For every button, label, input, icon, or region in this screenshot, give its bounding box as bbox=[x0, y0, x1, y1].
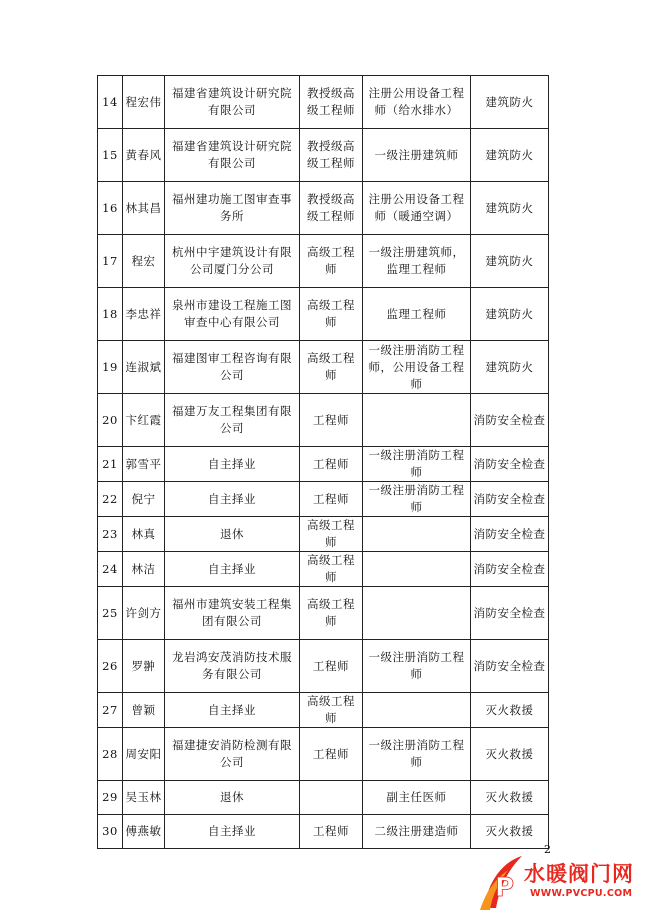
expert-name: 周安阳 bbox=[123, 728, 165, 781]
qualification: 二级注册建造师 bbox=[363, 815, 471, 849]
professional-title: 高级工程师 bbox=[300, 517, 363, 552]
organization: 自主择业 bbox=[165, 552, 300, 587]
row-number: 22 bbox=[98, 482, 123, 517]
specialty-field: 建筑防火 bbox=[471, 182, 549, 235]
organization: 退休 bbox=[165, 517, 300, 552]
professional-title: 工程师 bbox=[300, 482, 363, 517]
table-row bbox=[98, 552, 549, 587]
organization: 福州建功施工图审查事务所 bbox=[165, 182, 300, 235]
watermark-logo bbox=[478, 852, 644, 914]
organization: 福建图审工程咨询有限公司 bbox=[165, 341, 300, 394]
qualification bbox=[363, 394, 471, 447]
expert-name: 连淑斌 bbox=[123, 341, 165, 394]
qualification bbox=[363, 587, 471, 640]
organization: 福建省建筑设计研究院有限公司 bbox=[165, 129, 300, 182]
expert-name: 李忠祥 bbox=[123, 288, 165, 341]
expert-name: 林真 bbox=[123, 517, 165, 552]
organization: 福州市建筑安装工程集团有限公司 bbox=[165, 587, 300, 640]
row-number: 26 bbox=[98, 640, 123, 693]
row-number: 21 bbox=[98, 447, 123, 482]
professional-title: 高级工程师 bbox=[300, 235, 363, 288]
professional-title: 高级工程师 bbox=[300, 693, 363, 728]
row-number: 16 bbox=[98, 182, 123, 235]
expert-name: 程宏 bbox=[123, 235, 165, 288]
expert-name: 程宏伟 bbox=[123, 76, 165, 129]
specialty-field: 消防安全检查 bbox=[471, 394, 549, 447]
row-number: 27 bbox=[98, 693, 123, 728]
qualification bbox=[363, 552, 471, 587]
qualification: 副主任医师 bbox=[363, 781, 471, 815]
qualification: 一级注册消防工程师 bbox=[363, 640, 471, 693]
row-number: 28 bbox=[98, 728, 123, 781]
professional-title: 高级工程师 bbox=[300, 341, 363, 394]
organization: 泉州市建设工程施工图审查中心有限公司 bbox=[165, 288, 300, 341]
professional-title: 工程师 bbox=[300, 815, 363, 849]
table-row bbox=[98, 728, 549, 781]
expert-name: 林洁 bbox=[123, 552, 165, 587]
specialty-field: 建筑防火 bbox=[471, 129, 549, 182]
qualification: 一级注册消防工程师 bbox=[363, 447, 471, 482]
professional-title: 教授级高级工程师 bbox=[300, 182, 363, 235]
qualification: 一级注册消防工程师，公用设备工程师 bbox=[363, 341, 471, 394]
table-row bbox=[98, 288, 549, 341]
expert-name: 林其昌 bbox=[123, 182, 165, 235]
table-row bbox=[98, 182, 549, 235]
professional-title: 工程师 bbox=[300, 394, 363, 447]
table-row bbox=[98, 815, 549, 849]
row-number: 14 bbox=[98, 76, 123, 129]
professional-title: 教授级高级工程师 bbox=[300, 129, 363, 182]
qualification: 一级注册消防工程师 bbox=[363, 728, 471, 781]
professional-title: 工程师 bbox=[300, 447, 363, 482]
qualification bbox=[363, 517, 471, 552]
table-row bbox=[98, 482, 549, 517]
row-number: 18 bbox=[98, 288, 123, 341]
specialty-field: 灭火救援 bbox=[471, 815, 549, 849]
qualification bbox=[363, 693, 471, 728]
organization: 自主择业 bbox=[165, 447, 300, 482]
table-row bbox=[98, 76, 549, 129]
row-number: 20 bbox=[98, 394, 123, 447]
professional-title: 高级工程师 bbox=[300, 288, 363, 341]
specialty-field: 消防安全检查 bbox=[471, 447, 549, 482]
specialty-field: 建筑防火 bbox=[471, 235, 549, 288]
professional-title: 工程师 bbox=[300, 728, 363, 781]
organization: 福建捷安消防检测有限公司 bbox=[165, 728, 300, 781]
professional-title: 工程师 bbox=[300, 640, 363, 693]
table-row bbox=[98, 781, 549, 815]
specialty-field: 灭火救援 bbox=[471, 728, 549, 781]
specialty-field: 建筑防火 bbox=[471, 76, 549, 129]
row-number: 29 bbox=[98, 781, 123, 815]
expert-name: 卞红霞 bbox=[123, 394, 165, 447]
organization: 龙岩鸿安茂消防技术服务有限公司 bbox=[165, 640, 300, 693]
organization: 福建万友工程集团有限公司 bbox=[165, 394, 300, 447]
expert-name: 罗翀 bbox=[123, 640, 165, 693]
expert-name: 倪宁 bbox=[123, 482, 165, 517]
specialty-field: 消防安全检查 bbox=[471, 640, 549, 693]
table-row bbox=[98, 129, 549, 182]
expert-name: 吴玉林 bbox=[123, 781, 165, 815]
qualification: 监理工程师 bbox=[363, 288, 471, 341]
organization: 自主择业 bbox=[165, 815, 300, 849]
watermark-url-text: WWW.PVCPU.COM bbox=[530, 888, 633, 899]
table-row bbox=[98, 235, 549, 288]
specialty-field: 消防安全检查 bbox=[471, 482, 549, 517]
expert-name: 傅燕敏 bbox=[123, 815, 165, 849]
specialty-field: 消防安全检查 bbox=[471, 517, 549, 552]
table-row bbox=[98, 517, 549, 552]
specialty-field: 灭火救援 bbox=[471, 781, 549, 815]
organization: 杭州中宇建筑设计有限公司厦门分公司 bbox=[165, 235, 300, 288]
row-number: 19 bbox=[98, 341, 123, 394]
table-row bbox=[98, 587, 549, 640]
professional-title: 高级工程师 bbox=[300, 587, 363, 640]
organization: 自主择业 bbox=[165, 693, 300, 728]
logo-letter: P bbox=[495, 873, 515, 903]
row-number: 17 bbox=[98, 235, 123, 288]
organization: 自主择业 bbox=[165, 482, 300, 517]
page-number: 2 bbox=[544, 843, 551, 856]
qualification: 一级注册消防工程师 bbox=[363, 482, 471, 517]
specialty-field: 消防安全检查 bbox=[471, 552, 549, 587]
expert-name: 曾颖 bbox=[123, 693, 165, 728]
specialty-field: 建筑防火 bbox=[471, 341, 549, 394]
organization: 福建省建筑设计研究院有限公司 bbox=[165, 76, 300, 129]
table-row bbox=[98, 447, 549, 482]
pvcpu-logo-mark-icon bbox=[478, 852, 526, 914]
row-number: 23 bbox=[98, 517, 123, 552]
qualification: 一级注册建筑师 bbox=[363, 129, 471, 182]
expert-table bbox=[97, 75, 549, 849]
expert-name: 许剑方 bbox=[123, 587, 165, 640]
table-row bbox=[98, 341, 549, 394]
expert-name: 黄春风 bbox=[123, 129, 165, 182]
professional-title bbox=[300, 781, 363, 815]
professional-title: 教授级高级工程师 bbox=[300, 76, 363, 129]
qualification: 注册公用设备工程师（暖通空调） bbox=[363, 182, 471, 235]
specialty-field: 建筑防火 bbox=[471, 288, 549, 341]
table-row bbox=[98, 693, 549, 728]
qualification: 一级注册建筑师，监理工程师 bbox=[363, 235, 471, 288]
table-row bbox=[98, 640, 549, 693]
row-number: 24 bbox=[98, 552, 123, 587]
row-number: 30 bbox=[98, 815, 123, 849]
professional-title: 高级工程师 bbox=[300, 552, 363, 587]
expert-name: 郭雪平 bbox=[123, 447, 165, 482]
qualification: 注册公用设备工程师（给水排水） bbox=[363, 76, 471, 129]
specialty-field: 消防安全检查 bbox=[471, 587, 549, 640]
row-number: 15 bbox=[98, 129, 123, 182]
row-number: 25 bbox=[98, 587, 123, 640]
organization: 退休 bbox=[165, 781, 300, 815]
specialty-field: 灭火救援 bbox=[471, 693, 549, 728]
watermark-brand-text: 水暖阀门网 bbox=[524, 862, 634, 886]
table-row bbox=[98, 394, 549, 447]
